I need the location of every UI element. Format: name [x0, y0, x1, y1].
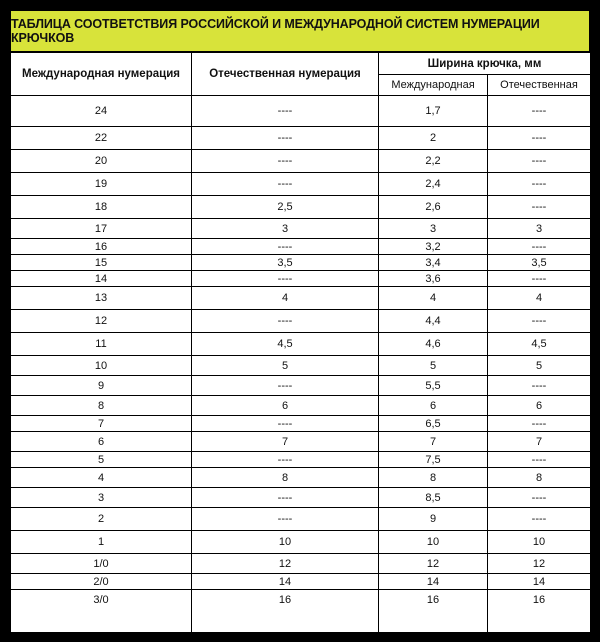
- cell-international: 15: [11, 255, 192, 271]
- cell-domestic: 5: [192, 356, 379, 376]
- table-row: [11, 468, 591, 488]
- cell-width-domestic: ----: [488, 271, 591, 287]
- cell-international: 2/0: [11, 574, 192, 590]
- cell-international: 16: [11, 239, 192, 255]
- cell-width-international: 3,6: [379, 271, 488, 287]
- cell-width-domestic: ----: [488, 376, 591, 396]
- cell-width-international: 4,4: [379, 310, 488, 333]
- cell-width-international: 7,5: [379, 452, 488, 468]
- header-domestic-numbering: Отечественная нумерация: [192, 53, 379, 96]
- cell-width-domestic: ----: [488, 508, 591, 531]
- cell-international: 1/0: [11, 554, 192, 574]
- cell-width-international: 12: [379, 554, 488, 574]
- cell-width-international: 8,5: [379, 488, 488, 508]
- cell-width-international: 16: [379, 590, 488, 633]
- cell-width-international: 6: [379, 396, 488, 416]
- cell-domestic: 6: [192, 396, 379, 416]
- cell-width-international: 10: [379, 531, 488, 554]
- cell-width-domestic: ----: [488, 196, 591, 219]
- cell-international: 12: [11, 310, 192, 333]
- cell-international: 7: [11, 416, 192, 432]
- cell-domestic: 10: [192, 531, 379, 554]
- table-row: [11, 356, 591, 376]
- cell-width-domestic: ----: [488, 96, 591, 127]
- cell-width-domestic: ----: [488, 310, 591, 333]
- cell-width-international: 2,6: [379, 196, 488, 219]
- cell-width-domestic: 4,5: [488, 333, 591, 356]
- cell-international: 19: [11, 173, 192, 196]
- table-row: [11, 150, 591, 173]
- cell-international: 24: [11, 96, 192, 127]
- cell-width-domestic: ----: [488, 150, 591, 173]
- table-row: [11, 376, 591, 396]
- table-row: [11, 255, 591, 271]
- cell-international: 13: [11, 287, 192, 310]
- cell-domestic: ----: [192, 416, 379, 432]
- cell-domestic: 3,5: [192, 255, 379, 271]
- cell-width-international: 4,6: [379, 333, 488, 356]
- cell-domestic: 4,5: [192, 333, 379, 356]
- cell-width-international: 1,7: [379, 96, 488, 127]
- cell-width-international: 9: [379, 508, 488, 531]
- cell-domestic: ----: [192, 239, 379, 255]
- cell-domestic: ----: [192, 508, 379, 531]
- table-row: [11, 127, 591, 150]
- table-title: ТАБЛИЦА СООТВЕТСТВИЯ РОССИЙСКОЙ И МЕЖДУНАРОДНОЙ СИСТЕМ НУМЕРАЦИИ КРЮЧКОВ: [11, 17, 540, 45]
- cell-width-domestic: ----: [488, 239, 591, 255]
- table-row: [11, 271, 591, 287]
- cell-international: 11: [11, 333, 192, 356]
- cell-width-international: 6,5: [379, 416, 488, 432]
- table-row: [11, 287, 591, 310]
- cell-domestic: 16: [192, 590, 379, 633]
- cell-width-domestic: 12: [488, 554, 591, 574]
- cell-international: 3: [11, 488, 192, 508]
- table-row: [11, 310, 591, 333]
- cell-width-domestic: 16: [488, 590, 591, 633]
- cell-width-domestic: ----: [488, 173, 591, 196]
- cell-width-domestic: 3: [488, 219, 591, 239]
- table-row: [11, 452, 591, 468]
- cell-international: 9: [11, 376, 192, 396]
- cell-international: 8: [11, 396, 192, 416]
- cell-width-international: 3: [379, 219, 488, 239]
- cell-domestic: ----: [192, 310, 379, 333]
- cell-width-international: 5: [379, 356, 488, 376]
- cell-width-international: 3,2: [379, 239, 488, 255]
- cell-international: 20: [11, 150, 192, 173]
- cell-width-domestic: ----: [488, 127, 591, 150]
- cell-international: 1: [11, 531, 192, 554]
- cell-width-international: 7: [379, 432, 488, 452]
- cell-domestic: 14: [192, 574, 379, 590]
- table-row: [11, 416, 591, 432]
- table-row: [11, 219, 591, 239]
- table-row: [11, 488, 591, 508]
- cell-domestic: ----: [192, 173, 379, 196]
- table-row: [11, 508, 591, 531]
- cell-domestic: ----: [192, 271, 379, 287]
- table-row: [11, 590, 591, 633]
- cell-domestic: ----: [192, 452, 379, 468]
- hook-size-table: [10, 52, 591, 633]
- cell-width-domestic: 8: [488, 468, 591, 488]
- cell-width-international: 2,2: [379, 150, 488, 173]
- cell-international: 3/0: [11, 590, 192, 633]
- cell-domestic: 7: [192, 432, 379, 452]
- header-hook-width: Ширина крючка, мм: [379, 53, 591, 75]
- cell-width-domestic: ----: [488, 452, 591, 468]
- cell-domestic: 12: [192, 554, 379, 574]
- cell-international: 4: [11, 468, 192, 488]
- table-row: [11, 96, 591, 127]
- header-row-top: [11, 53, 591, 75]
- cell-width-international: 2,4: [379, 173, 488, 196]
- cell-width-international: 8: [379, 468, 488, 488]
- cell-width-international: 2: [379, 127, 488, 150]
- cell-international: 17: [11, 219, 192, 239]
- cell-width-domestic: 7: [488, 432, 591, 452]
- table-title-bar: [10, 10, 590, 52]
- cell-width-international: 14: [379, 574, 488, 590]
- table-row: [11, 396, 591, 416]
- header-width-domestic: Отечественная: [488, 75, 591, 96]
- header-width-international: Международная: [379, 75, 488, 96]
- cell-width-domestic: 14: [488, 574, 591, 590]
- cell-width-international: 5,5: [379, 376, 488, 396]
- cell-domestic: 8: [192, 468, 379, 488]
- cell-international: 14: [11, 271, 192, 287]
- cell-width-domestic: ----: [488, 416, 591, 432]
- cell-international: 6: [11, 432, 192, 452]
- table-row: [11, 173, 591, 196]
- table-row: [11, 333, 591, 356]
- cell-domestic: 3: [192, 219, 379, 239]
- cell-width-domestic: 6: [488, 396, 591, 416]
- cell-width-domestic: 5: [488, 356, 591, 376]
- cell-international: 18: [11, 196, 192, 219]
- cell-international: 5: [11, 452, 192, 468]
- cell-width-domestic: 3,5: [488, 255, 591, 271]
- cell-width-international: 3,4: [379, 255, 488, 271]
- table-row: [11, 574, 591, 590]
- cell-domestic: ----: [192, 96, 379, 127]
- table-row: [11, 432, 591, 452]
- cell-international: 2: [11, 508, 192, 531]
- table-row: [11, 531, 591, 554]
- cell-domestic: 4: [192, 287, 379, 310]
- cell-international: 10: [11, 356, 192, 376]
- table-row: [11, 196, 591, 219]
- cell-width-domestic: ----: [488, 488, 591, 508]
- table-body: [11, 96, 591, 633]
- cell-domestic: ----: [192, 150, 379, 173]
- cell-domestic: ----: [192, 488, 379, 508]
- cell-width-domestic: 10: [488, 531, 591, 554]
- cell-domestic: ----: [192, 376, 379, 396]
- cell-international: 22: [11, 127, 192, 150]
- cell-domestic: ----: [192, 127, 379, 150]
- cell-width-international: 4: [379, 287, 488, 310]
- cell-width-domestic: 4: [488, 287, 591, 310]
- table-row: [11, 554, 591, 574]
- table-row: [11, 239, 591, 255]
- header-international-numbering: Международная нумерация: [11, 53, 192, 96]
- cell-domestic: 2,5: [192, 196, 379, 219]
